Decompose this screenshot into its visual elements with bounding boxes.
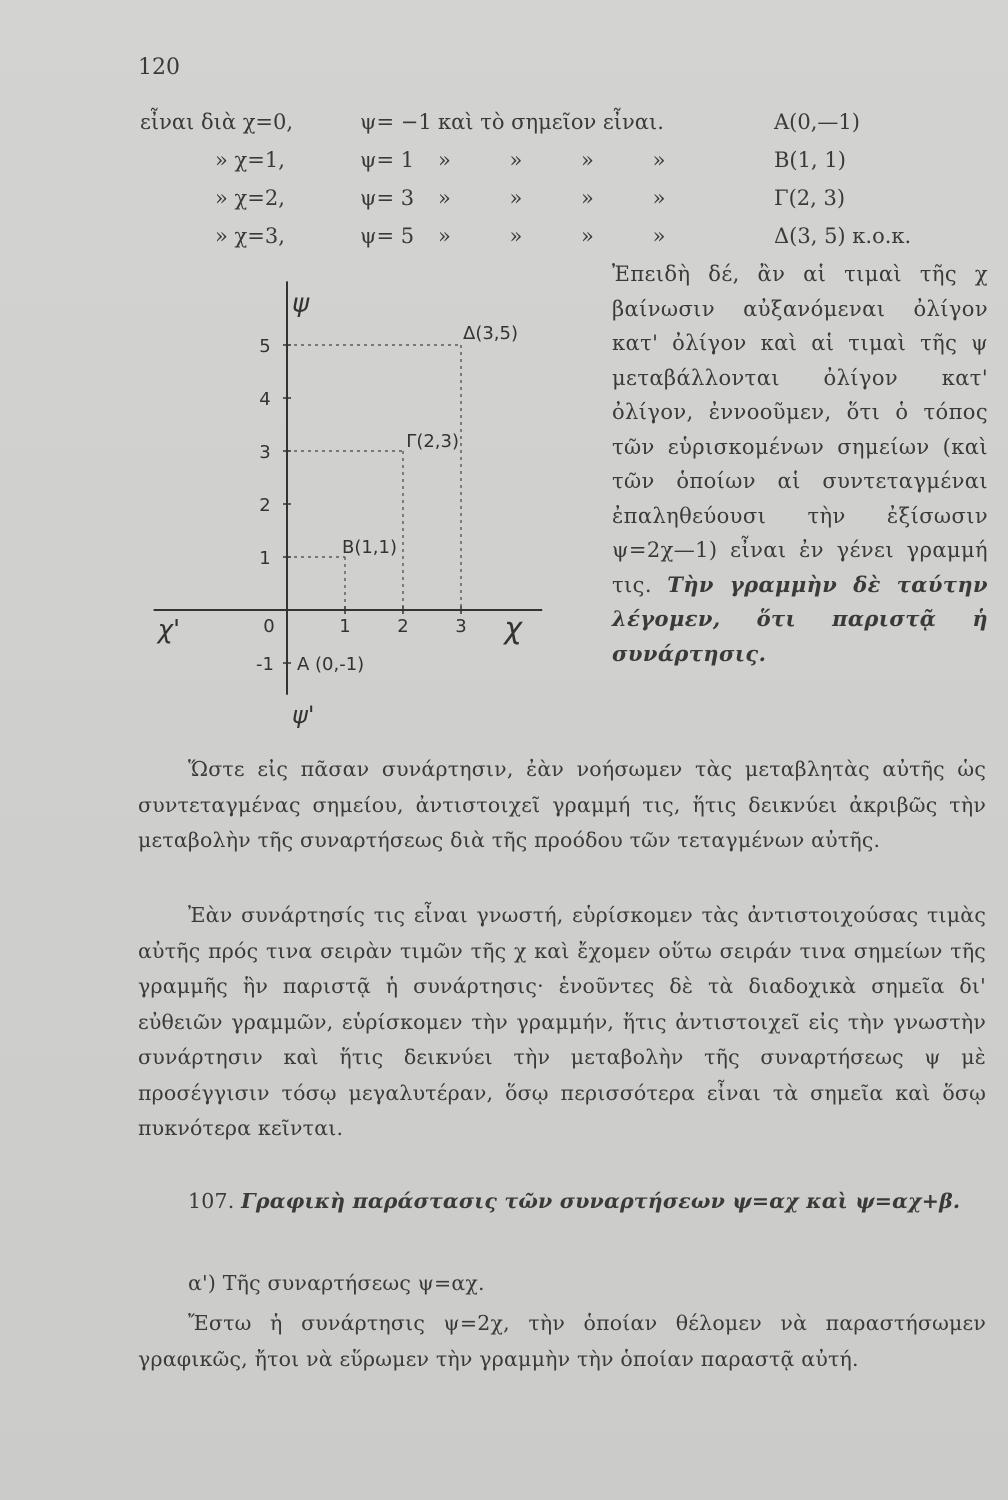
x-tick-label: 0 bbox=[263, 616, 275, 637]
table-cell: ψ= 1 bbox=[360, 148, 415, 172]
subheading: α') Τῆς συναρτήσεως ψ=αχ. bbox=[188, 1271, 485, 1295]
section-number: 107. bbox=[188, 1189, 235, 1213]
side-paragraph-text: Ἐπειδὴ δέ, ἂν αἱ τιμαὶ τῆς χ βαίνωσιν αὐξανόμεναι ὀλίγον κατ' ὀλίγον καὶ αἱ τιμαὶ τῆς ψ μεταβάλλονται ὀλίγον κατ' ὀλίγον, ἐννοοῦμεν, ὅτι ὁ τόπος τῶν εὑρισκομένων σημείων (καὶ τῶν ὁποίων αἱ συντεταγμέναι ἐπαληθεύουσι τὴν ἐξίσωσιν ψ=2χ—1) εἶναι ἐν γένει γραμμή τις. bbox=[612, 262, 988, 597]
table-row bbox=[140, 148, 1000, 186]
table-cell: » χ=3, bbox=[215, 224, 285, 248]
x-tick-label: 1 bbox=[339, 616, 351, 637]
x-axis-negative-label: χ' bbox=[157, 615, 181, 645]
table-cell: ψ= −1 bbox=[360, 110, 432, 134]
table-cell: » » » » bbox=[438, 224, 666, 248]
x-tick-label: 3 bbox=[455, 616, 467, 637]
page-number: 120 bbox=[138, 55, 180, 80]
x-axis-label: χ bbox=[504, 611, 522, 646]
y-tick-label: 3 bbox=[259, 442, 271, 463]
section-heading bbox=[138, 1184, 986, 1220]
table-row bbox=[140, 110, 1000, 148]
table-cell: » » » » bbox=[438, 186, 666, 210]
side-paragraph-emphasis: Τὴν γραμμὴν δὲ ταύτην λέγομεν, ὅτι παριστᾷ ἡ συνάρτησις. bbox=[612, 571, 988, 666]
table-cell: εἶναι διὰ χ=0, bbox=[140, 110, 294, 134]
point-label: Β(1,1) bbox=[341, 537, 397, 558]
section-title: Γραφικὴ παράστασις τῶν συναρτήσεων ψ=αχ καὶ ψ=αχ+β. bbox=[241, 1189, 961, 1213]
table-cell: » » » » bbox=[438, 148, 666, 172]
table-cell: καὶ τὸ σημεῖον εἶναι. bbox=[438, 110, 664, 134]
x-tick-label: 2 bbox=[397, 616, 409, 637]
point-label: Δ(3,5) bbox=[463, 323, 518, 344]
y-tick-label: 1 bbox=[259, 548, 271, 569]
y-tick-label: -1 bbox=[256, 654, 274, 675]
y-tick-label: 2 bbox=[259, 495, 271, 516]
table-cell: Γ(2, 3) bbox=[774, 186, 846, 210]
point-label: Γ(2,3) bbox=[406, 431, 459, 452]
side-paragraph bbox=[612, 257, 988, 671]
table-cell: Α(0,—1) bbox=[774, 110, 860, 134]
table-cell: Β(1, 1) bbox=[774, 148, 846, 172]
point-label: Α (0,-1) bbox=[297, 654, 365, 675]
coordinate-graph bbox=[140, 255, 590, 745]
table-cell: » χ=2, bbox=[215, 186, 285, 210]
paragraph: Ἔστω ἡ συνάρτησις ψ=2χ, τὴν ὁποίαν θέλομεν νὰ παραστήσωμεν γραφικῶς, ἤτοι νὰ εὕρωμεν τὴν γραμμὴν τὴν ὁποίαν παραστᾷ αὐτή. bbox=[138, 1311, 986, 1371]
table-cell: Δ(3, 5) κ.ο.κ. bbox=[774, 224, 912, 248]
table-cell: ψ= 3 bbox=[360, 186, 415, 210]
paragraph: Ὥστε εἰς πᾶσαν συνάρτησιν, ἐὰν νοήσωμεν τὰς μεταβλητὰς αὐτῆς ὡς συντεταγμένας σημείου, ἀντιστοιχεῖ γραμμή τις, ἥτις δεικνύει ἀκριβῶς τὴν μεταβολὴν τῆς συναρτήσεως διὰ τῆς προόδου τῶν τεταγμένων αὐτῆς. bbox=[138, 757, 986, 852]
y-tick-label: 5 bbox=[259, 336, 271, 357]
table-cell: » χ=1, bbox=[215, 148, 285, 172]
value-table bbox=[140, 110, 1000, 262]
y-axis-label: ψ bbox=[292, 288, 310, 319]
guide-lines bbox=[287, 345, 461, 610]
y-tick-label: 4 bbox=[259, 389, 271, 410]
paragraph: Ἐὰν συνάρτησίς τις εἶναι γνωστή, εὑρίσκομεν τὰς ἀντιστοιχούσας τιμὰς αὐτῆς πρός τινα σειρὰν τιμῶν τῆς χ καὶ ἔχομεν οὕτω σειράν τινα σημείων τῆς γραμμῆς ἣν παριστᾷ ἡ συνάρτησις· ἑνοῦντες δὲ τὰ διαδοχικὰ σημεῖα δι' εὐθειῶν γραμμῶν, εὑρίσκομεν τὴν γραμμήν, ἥτις ἀντιστοιχεῖ εἰς τὴν γνωστὴν συνάρτησιν καὶ ἥτις δεικνύει τὴν μεταβολὴν τῆς συναρτήσεως ψ μὲ προσέγγισιν τόσῳ μεγαλυτέραν, ὅσῳ περισσότερα εἶναι τὰ σημεῖα καὶ ὅσῳ πυκνότερα κεῖνται. bbox=[138, 903, 986, 1140]
table-row bbox=[140, 186, 1000, 224]
table-cell: ψ= 5 bbox=[360, 224, 415, 248]
y-axis-negative-label: ψ' bbox=[292, 700, 315, 729]
